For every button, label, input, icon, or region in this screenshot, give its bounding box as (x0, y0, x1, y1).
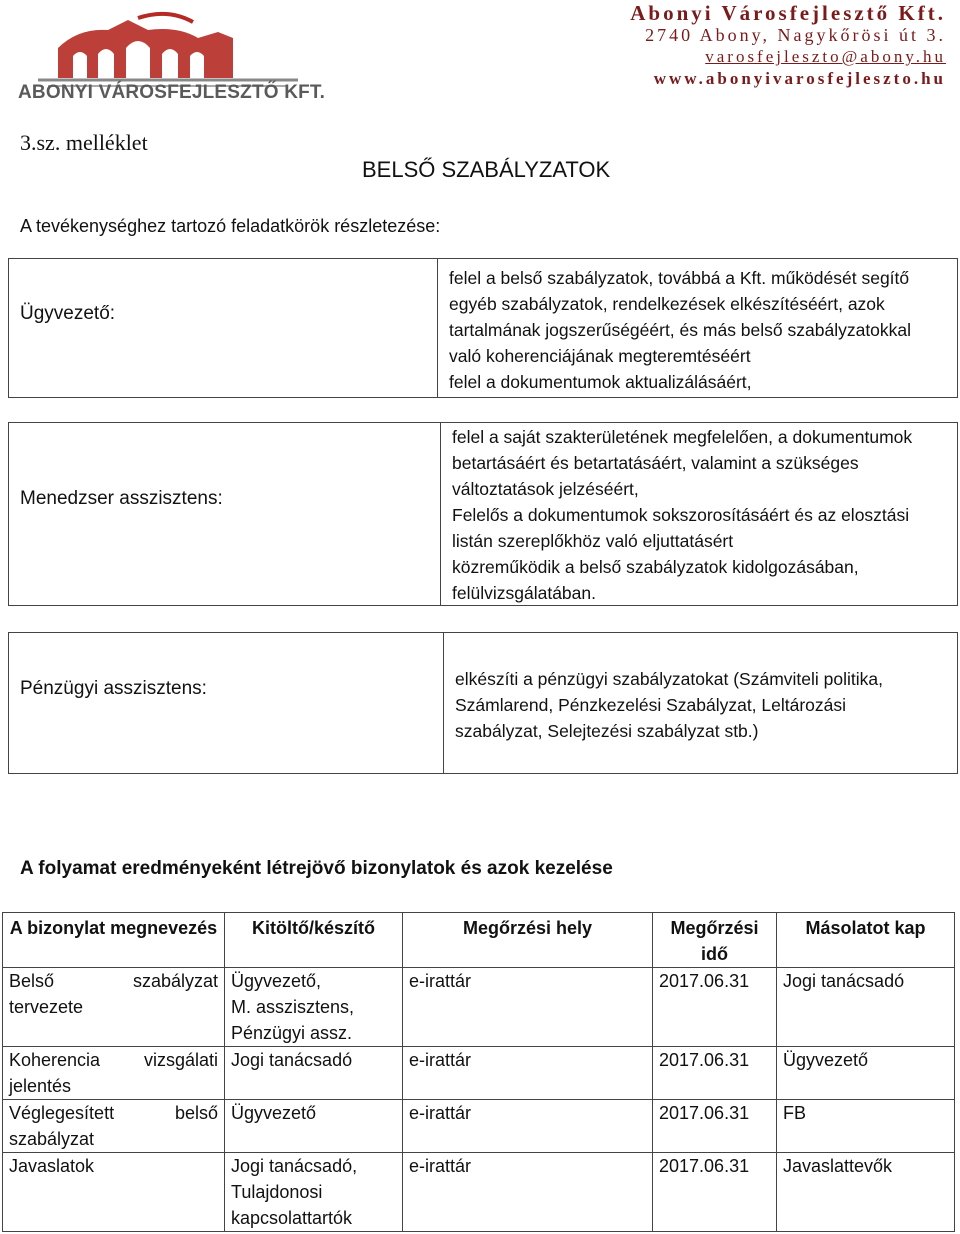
maker-cell (225, 1153, 403, 1232)
storage-place-cell: e-irattár (403, 1100, 653, 1153)
duty-line: felel a saját szakterületének megfelelően, a dokumentumok (452, 427, 913, 447)
duty-line: Felelős a dokumentumok sokszorosításáért és az elosztási (452, 505, 910, 525)
section-title-documents: A folyamat eredményeként létrejövő bizonylatok és azok kezelése (20, 858, 613, 879)
doc-name-word: jelentés (9, 1076, 72, 1096)
duty-line: felülvizsgálatában. (452, 583, 596, 603)
role-duties (455, 666, 883, 744)
company-name: Abonyi Városfejlesztő Kft. (630, 1, 946, 25)
duty-line: szabályzat, Selejtezési szabályzat stb.) (455, 721, 759, 741)
duty-line: tartalmának jogszerűségéért, és más belső szabályzatokkal (449, 320, 912, 340)
doc-name-word: szabályzat (9, 1129, 95, 1149)
doc-name-word: tervezete (9, 997, 84, 1017)
copy-recipient-cell: Jogi tanácsadó (777, 968, 955, 1047)
storage-place-cell: e-irattár (403, 1153, 653, 1232)
doc-name-word: belső (174, 1103, 218, 1123)
logo-building-icon (18, 8, 318, 88)
duty-line: egyéb szabályzatok, rendelkezések elkészítéséért, azok (449, 294, 885, 314)
role-duties (452, 424, 912, 606)
doc-name-word: vizsgálati (143, 1050, 218, 1070)
duty-line: felel a belső szabályzatok, továbbá a Kft. működését segítő (449, 268, 910, 288)
company-website-link[interactable]: www.abonyivarosfejleszto.hu (653, 69, 946, 88)
doc-name-word: Belső (9, 971, 55, 991)
storage-place-cell: e-irattár (403, 1047, 653, 1100)
copy-recipient-cell: FB (777, 1100, 955, 1153)
documents-table (2, 912, 955, 1232)
table-row (3, 968, 955, 1047)
role-label: Ügyvezető: (20, 303, 116, 324)
duty-line: való koherenciájának megteremtéséért (449, 346, 751, 366)
maker-cell (225, 968, 403, 1047)
duty-line: listán szereplőkhöz való eljuttatásért (452, 531, 734, 551)
maker-line: Ügyvezető, (231, 971, 322, 991)
table-row (3, 1047, 955, 1100)
duty-line: Számlarend, Pénzkezelési Szabályzat, Leltározási (455, 695, 847, 715)
logo-text: ABONYI VÁROSFEJLESZTŐ KFT. (18, 82, 326, 103)
duty-line: elkészíti a pénzügyi szabályzatokat (Számviteli politika, (455, 669, 883, 689)
column-header: Megőrzési idő (653, 913, 777, 968)
table-header-row (3, 913, 955, 968)
storage-time-cell: 2017.06.31 (653, 1100, 777, 1153)
role-label: Pénzügyi asszisztens: (20, 678, 207, 699)
column-header: Megőrzési hely (403, 913, 653, 968)
doc-name-word: Koherencia (9, 1050, 101, 1070)
duty-line: változtatások jelzéséért, (452, 479, 639, 499)
storage-time-cell: 2017.06.31 (653, 1153, 777, 1232)
storage-place-cell: e-irattár (403, 968, 653, 1047)
annex-label: 3.sz. melléklet (20, 130, 148, 155)
maker-line: Jogi tanácsadó (231, 1050, 353, 1070)
table-row (3, 1153, 955, 1232)
column-header: Kitöltő/készítő (225, 913, 403, 968)
maker-cell (225, 1047, 403, 1100)
maker-line: Ügyvezető (231, 1103, 317, 1123)
doc-name-cell (3, 1153, 225, 1232)
document-title: BELSŐ SZABÁLYZATOK (362, 157, 611, 182)
doc-name-word: Javaslatok (9, 1156, 95, 1176)
doc-name-word: szabályzat (132, 971, 218, 991)
maker-line: kapcsolattartók (231, 1208, 353, 1228)
company-address: 2740 Abony, Nagykőrösi út 3. (645, 25, 946, 45)
maker-line: Jogi tanácsadó, (231, 1156, 358, 1176)
doc-name-cell (3, 1100, 225, 1153)
role-duties (449, 265, 911, 395)
column-header: A bizonylat megnevezés (3, 913, 225, 968)
role-label: Menedzser asszisztens: (20, 488, 223, 509)
storage-time-cell: 2017.06.31 (653, 968, 777, 1047)
copy-recipient-cell: Ügyvezető (777, 1047, 955, 1100)
column-header: Másolatot kap (777, 913, 955, 968)
maker-cell (225, 1100, 403, 1153)
doc-name-cell (3, 968, 225, 1047)
duty-line: betartásáért és betartatásáért, valamint a szükséges (452, 453, 859, 473)
maker-line: Tulajdonosi (231, 1182, 323, 1202)
table-row (3, 1100, 955, 1153)
company-info (630, 2, 946, 90)
storage-time-cell: 2017.06.31 (653, 1047, 777, 1100)
duty-line: felel a dokumentumok aktualizálásáért, (449, 372, 752, 392)
copy-recipient-cell: Javaslattevők (777, 1153, 955, 1232)
doc-name-word: Véglegesített (9, 1103, 115, 1123)
doc-name-cell (3, 1047, 225, 1100)
duty-line: közreműködik a belső szabályzatok kidolgozásában, (452, 557, 859, 577)
maker-line: M. asszisztens, (231, 997, 355, 1017)
section-title-roles: A tevékenységhez tartozó feladatkörök részletezése: (20, 216, 441, 236)
company-email-link[interactable]: varosfejleszto@abony.hu (705, 47, 946, 66)
maker-line: Pénzügyi assz. (231, 1023, 353, 1043)
